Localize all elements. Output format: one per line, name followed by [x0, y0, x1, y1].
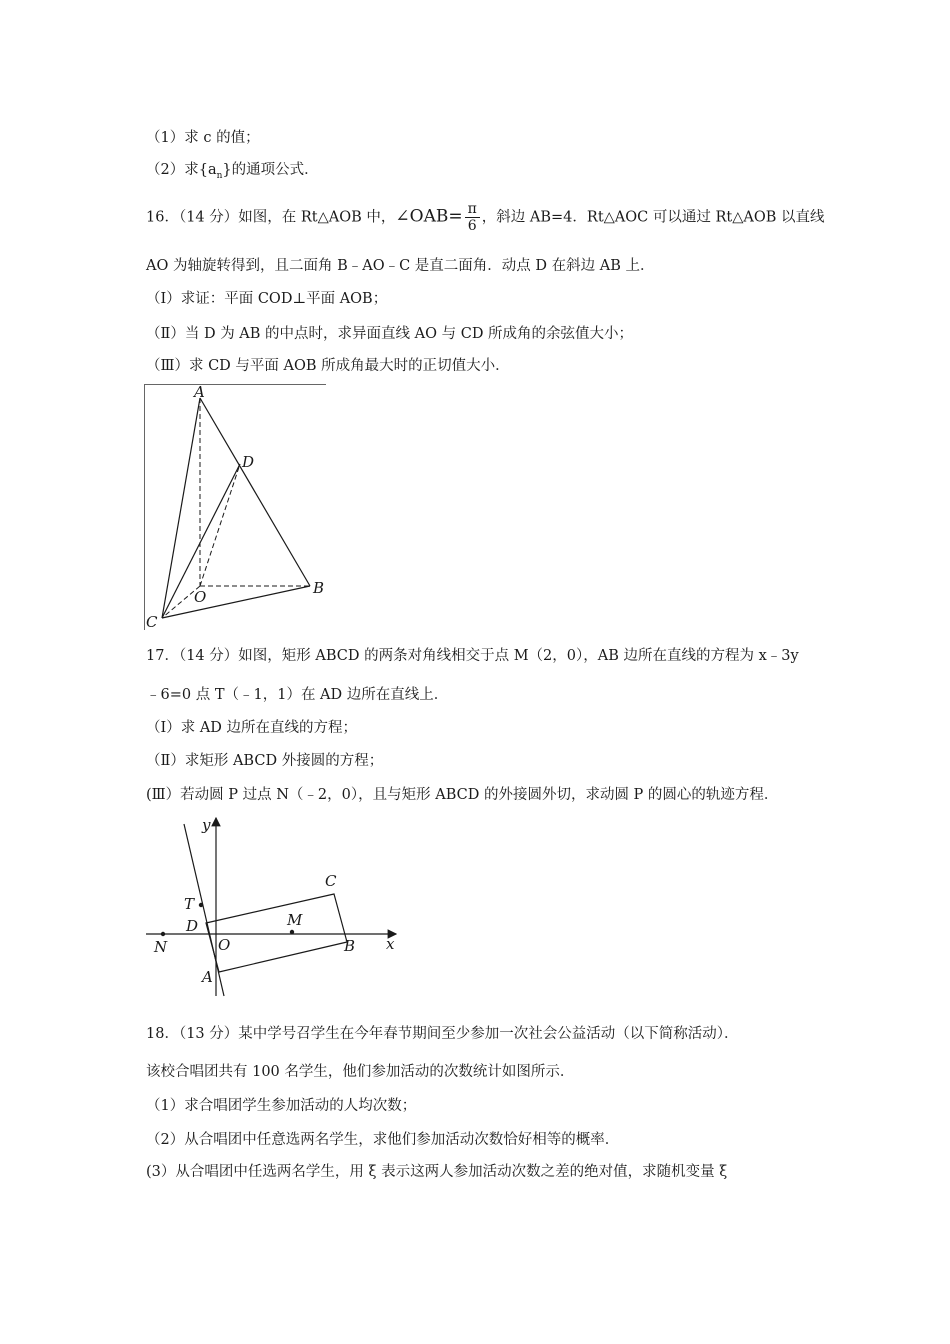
label-O: O — [218, 936, 231, 954]
q17-part2: （Ⅱ）求矩形 ABCD 外接圆的方程； — [146, 753, 384, 769]
edge-OD — [200, 464, 240, 586]
q17-part1: （Ⅰ）求 AD 边所在直线的方程； — [146, 720, 358, 736]
edge-AC — [162, 398, 200, 618]
label-D: D — [242, 453, 255, 471]
q18-part1: （1）求合唱团学生参加活动的人均次数； — [146, 1098, 417, 1114]
angle-symbol: ∠OAB= — [395, 206, 463, 227]
q15-part2: （2）求$\{a_n\}$的通项公式． — [146, 162, 319, 181]
label-D: D — [186, 917, 199, 935]
point-M — [290, 930, 294, 934]
point-N — [161, 932, 165, 936]
label-B: B — [344, 937, 356, 955]
label-A: A — [202, 968, 213, 986]
label-O: O — [194, 588, 207, 606]
q18-part2: （2）从合唱团中任意选两名学生，求他们参加活动次数恰好相等的概率． — [146, 1132, 620, 1148]
q17-line2: ﹣6=0 点 T（﹣1，1）在 AD 边所在直线上． — [146, 687, 449, 703]
label-M: M — [287, 911, 303, 929]
edge-AB — [200, 398, 310, 586]
q16-figure-pyramid — [144, 384, 326, 630]
q18-part3: (3）从合唱团中任选两名学生，用 ξ 表示这两人参加活动次数之差的绝对值，求随机变量 ξ — [146, 1164, 728, 1180]
rectangle-ABCD — [206, 894, 347, 972]
q17-line1: 17．（14 分）如图，矩形 ABCD 的两条对角线相交于点 M（2，0），AB 边所在直线的方程为 x﹣3y — [146, 648, 799, 664]
q16-line2: AO 为轴旋转得到，且二面角 B﹣AO﹣C 是直二面角．动点 D 在斜边 AB 上． — [146, 258, 655, 274]
q18-line1: 18．（13 分）某中学号召学生在今年春节期间至少参加一次社会公益活动（以下简称活动）． — [146, 1026, 739, 1042]
label-x: x — [386, 935, 395, 953]
label-A: A — [194, 384, 205, 401]
q18-line2: 该校合唱团共有 100 名学生，他们参加活动的次数统计如图所示． — [146, 1064, 575, 1080]
q17-figure-rectangle — [144, 810, 404, 1000]
q16-line1: 16．（14 分）如图，在 Rt△AOB 中，∠OAB= $\frac{\pi}{6}$ ，斜边 AB=4．Rt△AOC 可以通过 Rt△AOB 以直线 — [146, 201, 825, 234]
label-N: N — [154, 938, 168, 956]
point-T — [199, 903, 203, 907]
label-T: T — [184, 895, 195, 913]
q16-part1: （Ⅰ）求证：平面 COD⊥平面 AOB； — [146, 291, 388, 307]
q15-part1: （1）求 c 的值； — [146, 130, 260, 146]
q16-part2: （Ⅱ）当 D 为 AB 的中点时，求异面直线 AO 与 CD 所成角的余弦值大小； — [146, 326, 634, 342]
label-B: B — [313, 579, 325, 597]
label-y: y — [202, 816, 211, 834]
q16-part3: （Ⅲ）求 CD 与平面 AOB 所成角最大时的正切值大小． — [146, 358, 510, 374]
edge-CB — [162, 586, 310, 618]
label-C: C — [146, 613, 158, 630]
fraction-pi-over-6: $\frac{\pi}{6}$ — [465, 201, 480, 234]
q17-part3: (Ⅲ）若动圆 P 过点 N（﹣2，0），且与矩形 ABCD 的外接圆外切，求动圆 P 的圆心的轨迹方程． — [146, 787, 779, 803]
label-C: C — [325, 872, 337, 890]
